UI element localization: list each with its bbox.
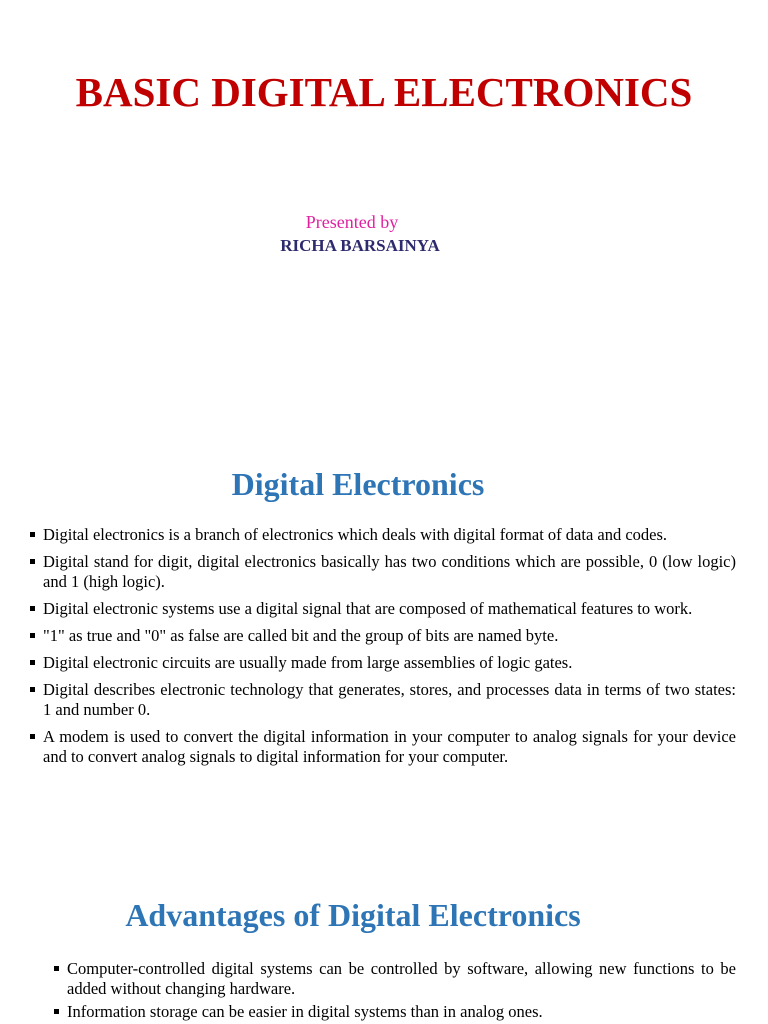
advantages-slide: [0, 860, 768, 1024]
list-item: [43, 626, 736, 646]
bullet-icon: [54, 966, 59, 971]
bullet-text: Digital describes electronic technology that generates, stores, and processes data in terms of two states: 1 and number 0.: [43, 680, 736, 719]
main-title: BASIC DIGITAL ELECTRONICS: [75, 69, 693, 115]
presented-by-label: Presented by: [305, 212, 399, 232]
digital-electronics-slide: [0, 430, 768, 860]
bullet-text: Digital electronics is a branch of electronics which deals with digital format of data and codes.: [43, 525, 668, 544]
bullet-icon: [30, 606, 35, 611]
bullet-text: Computer-controlled digital systems can be controlled by software, allowing new functions to be added without changing hardware.: [67, 959, 736, 998]
list-item: [43, 680, 736, 720]
section-title: Digital Electronics: [231, 466, 485, 502]
list-item: [43, 525, 736, 545]
bullet-text: Digital electronic circuits are usually made from large assemblies of logic gates.: [43, 653, 573, 672]
bullet-text: Digital electronic systems use a digital signal that are composed of mathematical features to work.: [43, 599, 693, 618]
list-item: [43, 727, 736, 767]
title-slide: [0, 0, 768, 430]
bullet-icon: [54, 1009, 59, 1014]
list-item: [43, 552, 736, 592]
bullet-text: A modem is used to convert the digital information in your computer to analog signals for your device and to convert analog signals to digital information for your computer.: [43, 727, 736, 766]
bullet-text: Information storage can be easier in digital systems than in analog ones.: [67, 1002, 543, 1021]
bullet-icon: [30, 559, 35, 564]
bullet-icon: [30, 660, 35, 665]
list-item: [43, 653, 736, 673]
author-name: RICHA BARSAINYA: [280, 236, 440, 255]
bullet-icon: [30, 687, 35, 692]
bullet-text: Digital stand for digit, digital electronics basically has two conditions which are possible, 0 (low logic) and 1 (high logic).: [43, 552, 736, 591]
list-item: [43, 599, 736, 619]
bullet-list: [43, 525, 736, 774]
bullet-list: [67, 959, 736, 1024]
list-item: [67, 959, 736, 999]
list-item: [67, 1002, 736, 1022]
bullet-text: "1" as true and "0" as false are called bit and the group of bits are named byte.: [43, 626, 559, 645]
bullet-icon: [30, 532, 35, 537]
bullet-icon: [30, 734, 35, 739]
bullet-icon: [30, 633, 35, 638]
section-title: Advantages of Digital Electronics: [125, 897, 581, 933]
